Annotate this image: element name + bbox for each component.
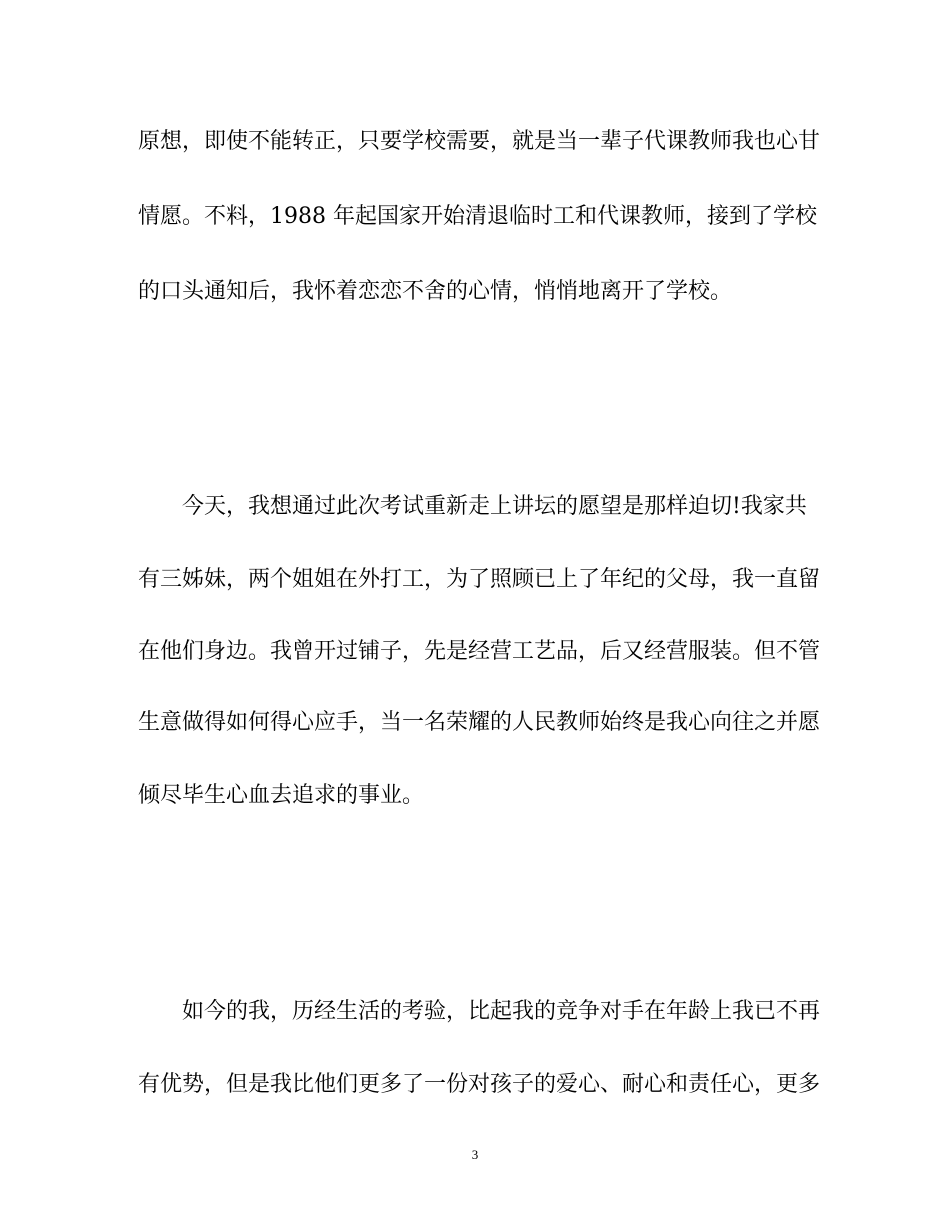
text-line: 生意做得如何得心应手，当一名荣耀的人民教师始终是我心向往之并愿 [138, 710, 821, 735]
text-line: 倾尽毕生心血去追求的事业。 [138, 783, 425, 808]
page-number: 3 [471, 1147, 479, 1162]
text-line: 有优势，但是我比他们更多了一份对孩子的爱心、耐心和责任心，更多 [138, 1072, 821, 1097]
text-line: 原想，即使不能转正，只要学校需要，就是当一辈子代课教师我也心甘 [138, 129, 821, 154]
text-line: 如今的我，历经生活的考验，比起我的竞争对手在年龄上我已不再 [182, 999, 821, 1024]
text-line: 在他们身边。我曾开过铺子，先是经营工艺品，后又经营服装。但不管 [138, 639, 821, 664]
text-line: 情愿。不料，1988 年起国家开始清退临时工和代课教师，接到了学校 [138, 204, 817, 229]
text-line: 今天，我想通过此次考试重新走上讲坛的愿望是那样迫切!我家共 [182, 494, 807, 519]
text-line: 的口头通知后，我怀着恋恋不舍的心情，悄悄地离开了学校。 [138, 279, 733, 304]
text-line: 有三姊妹，两个姐姐在外打工，为了照顾已上了年纪的父母，我一直留 [138, 567, 821, 592]
